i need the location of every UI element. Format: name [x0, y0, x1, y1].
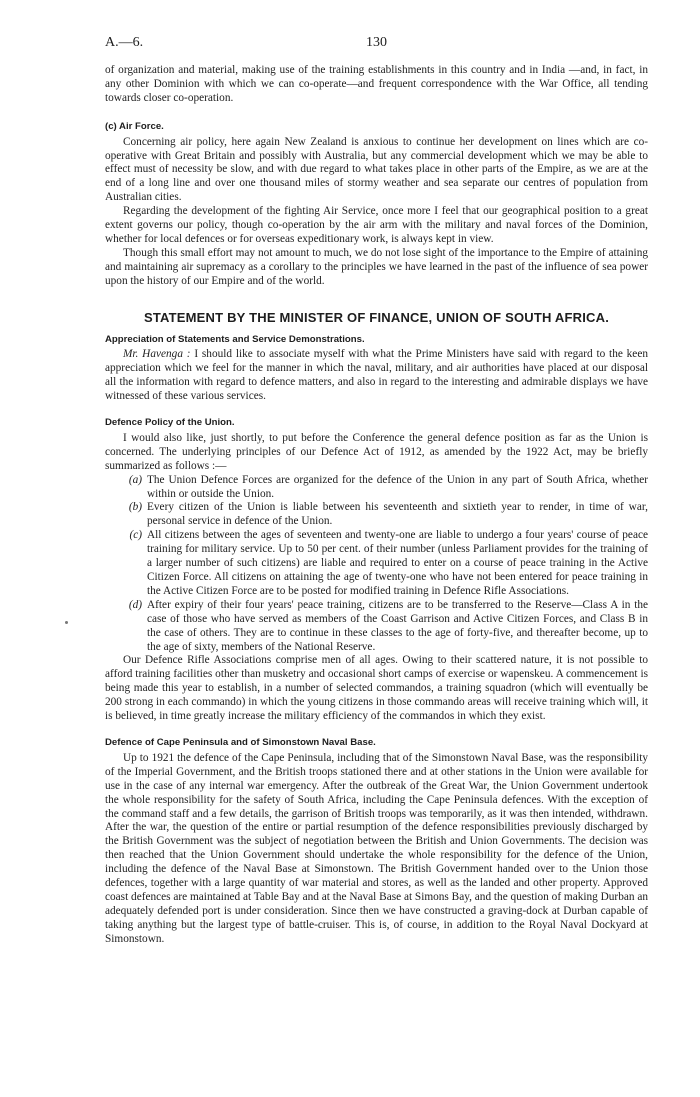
page-number: 130 — [366, 35, 387, 50]
list-item — [105, 474, 648, 502]
list-item-marker: (c) — [129, 529, 142, 542]
list-item-text: The Union Defence Forces are organized for the defence of the Union in any part of South Africa, whether within or outside the Union. — [147, 473, 648, 500]
list-item — [105, 501, 648, 529]
list-item-text: After expiry of their four years' peace training, citizens are to be transferred to the Reserve—Class A in the case of those who have served as members of the Coast Garrison and Active Citizen Forces, and Class B in the case of others. They are to continue in these classes to the age of forty-five, and thereafter become, up to the age of sixty, members of the National Reserve. — [147, 598, 648, 653]
document-reference: A.—6. — [105, 35, 144, 50]
list-item-marker: (a) — [128, 473, 142, 486]
list-item-marker: (b) — [128, 501, 142, 514]
defence-principles-list — [105, 474, 648, 655]
appreciation-text: I should like to associate myself with what the Prime Ministers have said with regard to the keen appreciation which we feel for the manner in which the naval, military, and air authorities have placed at our disposal all the information with regard to defence matters, and also in regard to the interesting and admirable displays we have witnessed of these various services. — [105, 348, 648, 403]
air-paragraph-2: Regarding the development of the fighting Air Service, once more I feel that our geographical position to a great extent governs our policy, though co-operation by the air arm with the military and naval forces of the Dominion, whether for local defences or for overseas expeditionary work, is always kept in view. — [105, 205, 648, 245]
margin-ink-dot — [65, 621, 68, 624]
defence-intro-paragraph: I would also like, just shortly, to put before the Conference the general defence position as far as the Union is concerned. The underlying principles of our Defence Act of 1912, as amended by the 1922 Act, may be briefly summarized as follows :— — [105, 431, 648, 472]
defence-policy-heading: Defence Policy of the Union. — [105, 417, 235, 429]
cape-peninsula-paragraph: Up to 1921 the defence of the Cape Peninsula, including that of the Simonstown Naval Base, was the responsibility of the Imperial Government, and the British troops stationed there and at other stations in the Union were available for use in the case of any internal war emergency. After the outbreak of the Great War, the Union Government undertook the whole responsibility for the safety of South Africa, including the Cape Peninsula defences. With the exception of the command staff and a few details, the garrison of British troops was temporarily, as it was then intended, withdrawn. After the war, the question of the entire or partial resumption of the defence responsibilities previously discharged by the British Government was the subject of negotiation between the British and Union Governments. The decision was then reached that the Union Government should undertake the whole responsibility for the defence of the Union, including the defence of the Naval Base at Simonstown. The British Government handed over to the Union those defences, together with a large quantity of war material and stores, as well as the landed and other property. Approved coast defences are maintained at Table Bay and at the Naval Base at Simons Bay, and the question of making Durban an adequately defended port is under consideration. Since then we have constructed a graving-dock at Durban capable of taking anything but the largest type of battle-cruiser. This is, of course, in addition to the Royal Naval Dockyard at Simonstown. — [105, 751, 648, 945]
list-item-text: Every citizen of the Union is liable between his seventeenth and sixtieth year to render, in time of war, personal service in defence of the Union. — [147, 501, 648, 528]
list-item-marker: (d) — [128, 598, 142, 611]
statement-title: STATEMENT BY THE MINISTER OF FINANCE, UNION OF SOUTH AFRICA. — [143, 309, 610, 325]
air-paragraph-1: Concerning air policy, here again New Zealand is anxious to continue her development on lines which are co-operative with Great Britain and possibly with Australia, but any commercial development which we may be able to effect must of necessity be slow, and with due regard to what takes place in other parts of the Empire, as we are at the end of a long line and over one thousand miles of stormy weather and sea separate our centres of population from Australian cities. — [105, 135, 648, 204]
speaker-name: Mr. Havenga : — [123, 348, 191, 361]
list-item — [105, 599, 648, 655]
appreciation-heading: Appreciation of Statements and Service Demonstrations. — [105, 333, 365, 345]
rifle-associations-paragraph: Our Defence Rifle Associations comprise men of all ages. Owing to their scattered nature, it is not possible to afford training facilities other than musketry and occasional short camps of exercise or wapenskeu. A commencement is being made this year to establish, in a number of selected commandos, a training squadron (which will eventually be 200 strong in each commando) in which the young citizens in those commando areas will receive training which will, it is believed, in time greatly increase the military efficiency of the commandos in which they exist. — [105, 654, 648, 723]
appreciation-paragraph — [105, 348, 648, 404]
air-force-heading: (c) Air Force. — [105, 120, 164, 132]
list-item-text: All citizens between the ages of seventeen and twenty-one are liable to undergo a four years' course of peace training for military service. Up to 50 per cent. of their number (unless Parliament provides for the training of a larger number of such citizens) are liable and required to enter on a course of peace training in the Active Citizen Force. All citizens on attaining the age of twenty-one who have not been entered for peace training in the Active Citizen Force are to be posted for modified training in Defence Rifle Associations. — [147, 529, 648, 597]
list-item — [105, 529, 648, 599]
air-paragraph-3: Though this small effort may not amount to much, we do not lose sight of the importance to the Empire of attaining and maintaining air supremacy as a corollary to the principles we have learned in the past of the influence of sea power upon the history of our Empire and of the world. — [105, 246, 648, 287]
running-head — [105, 36, 648, 58]
opening-paragraph: of organization and material, making use of the training establishments in this country and in India —and, in fact, in any other Dominion with which we can co-operate—and frequent correspondence with the War Office, all tending towards closer co-operation. — [105, 64, 648, 104]
cape-peninsula-heading: Defence of Cape Peninsula and of Simonstown Naval Base. — [105, 736, 376, 748]
